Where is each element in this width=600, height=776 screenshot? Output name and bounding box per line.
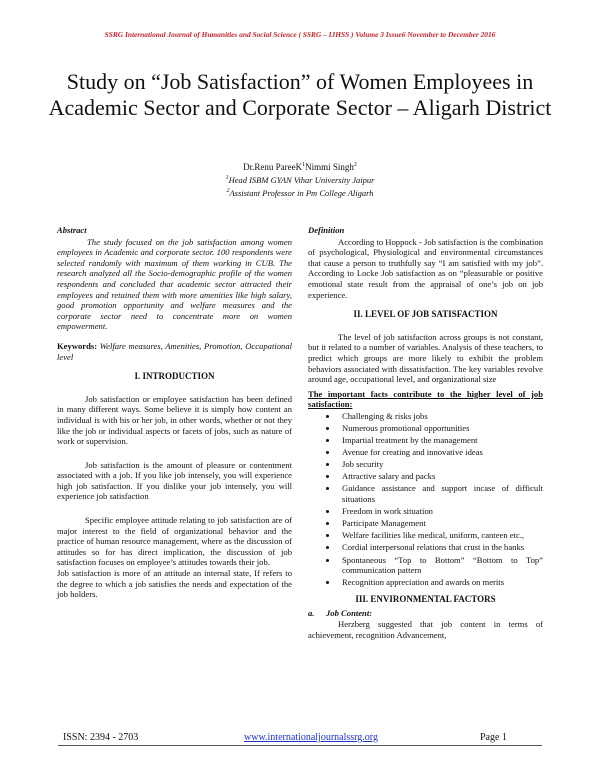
definition-heading: Definition [308,225,345,235]
list-item: • Guidance assistance and support incase of difficult situations [338,483,543,504]
list-item: • Attractive salary and packs [338,471,543,482]
left-column [57,225,292,600]
facts-list [308,411,543,588]
author-block [150,160,450,199]
affiliation-2: $^2$Assistant Professor in Pm College Aligarh [226,187,374,198]
intro-paragraph: Specific employee attitude relating to job satisfaction are of major interest to the field of organizational behavior and the practice of human resource management, where as the discussion of attitudes so for has direct implication, the discussion of job satisfaction focuses on employee’s attitudes towards their job. [57,515,292,568]
page-number: Page 1 [480,732,507,743]
environmental-heading: III. ENVIRONMENTAL FACTORS [355,593,496,604]
journal-url-link[interactable]: www.internationaljournalssrg.org [244,732,378,743]
list-item: • Recognition appreciation and awards on merits [338,577,543,588]
job-content-heading: a. Job Content: [308,608,373,619]
right-column [308,225,543,640]
list-item: • Spontaneous “Top to Bottom” “Bottom to Top” communication pattern [338,555,543,576]
author-names: Dr.Renu PareeK$^1$Nimmi Singh$^2$ [243,162,357,172]
facts-heading: The important facts contribute to the higher level of job satisfaction: [308,388,543,410]
level-heading: II. LEVEL OF JOB SATISFACTION [353,309,498,320]
list-item: • Avenue for creating and innovative ideas [338,447,543,458]
list-item: • Numerous promotional opportunities [338,423,543,434]
list-item: • Challenging & risks jobs [338,411,543,422]
keywords: Keywords: Welfare measures, Amenities, Promotion, Occupational level [57,340,292,362]
list-item: • Welfare facilities like medical, uniform, canteen etc., [338,530,543,541]
list-item: • Participate Management [338,518,543,529]
job-content-text: Herzberg suggested that job content in terms of achievement, recognition Advancement, [308,619,543,640]
abstract-heading: Abstract [57,225,87,235]
abstract-text: The study focused on the job satisfaction among women employees in Academic and corporate sector. 100 respondents were selected randomly with maximum of them working in CUB. The research analyzed all the Socio-demographic profile of the women respondents and concluded that academic sector attracted their employees and retained them with more amenities like high salary, good promotion opportunity and welfare measures and the corporate sector need to concentrate more on women empowerment. [57,236,292,332]
intro-paragraph: Job satisfaction or employee satisfaction has been defined in many different ways. Some believe it is simply how content an individual is with his or her job, in other words, whether or not they like the job or individual aspects or facets of jobs, such as nature of work or supervision. [57,393,292,447]
intro-paragraph: Job satisfaction is the amount of pleasure or contentment associated with a job. If you like job intensely, you will experience high job satisfaction. If you dislike your job intensely, you will experience job satisfaction [57,459,292,502]
list-item: • Freedom in work situation [338,506,543,517]
journal-header: SSRG International Journal of Humanities and Social Science ( SSRG – IJHSS ) Volume 3 Issue6 November to December 2016 [104,30,496,39]
issn: ISSN: 2394 - 2703 [63,732,139,743]
intro-paragraph: Job satisfaction is more of an attitude an internal state, If refers to the degree to which a job satisfies the needs and expectation of the job holders. [57,568,292,600]
definition-text: According to Hoppock - Job satisfaction is the combination of psychological, Physiological and environmental circumstances that cause a person to truthfully say “I am satisfied with my job”. According to Locke Job satisfaction as on “pleasurable or positive emotional state result from the appraisal of one’s job on job experience. [308,236,543,300]
affiliation-1: $^1$Head ISBM GYAN Vihar University Jaipur [225,174,375,185]
footer-divider [58,745,542,746]
paper-title: Study on “Job Satisfaction” of Women Employees in Academic Sector and Corporate Sector – Aligarh District [48,69,552,120]
level-text: The level of job satisfaction across groups is not constant, but it related to a number of variables. Analysis of these teachers, to predict which groups are more likely to exhibit the problem behaviors associated with dissatisfaction. The key variables revolve around age, occupational level, and organizational size [308,331,543,385]
list-item: • Impartial treatment by the management [338,435,543,446]
list-item: • Job security [338,459,543,470]
introduction-heading: I. INTRODUCTION [134,371,215,382]
list-item: • Cordial interpersonal relations that crust in the banks [338,542,543,553]
